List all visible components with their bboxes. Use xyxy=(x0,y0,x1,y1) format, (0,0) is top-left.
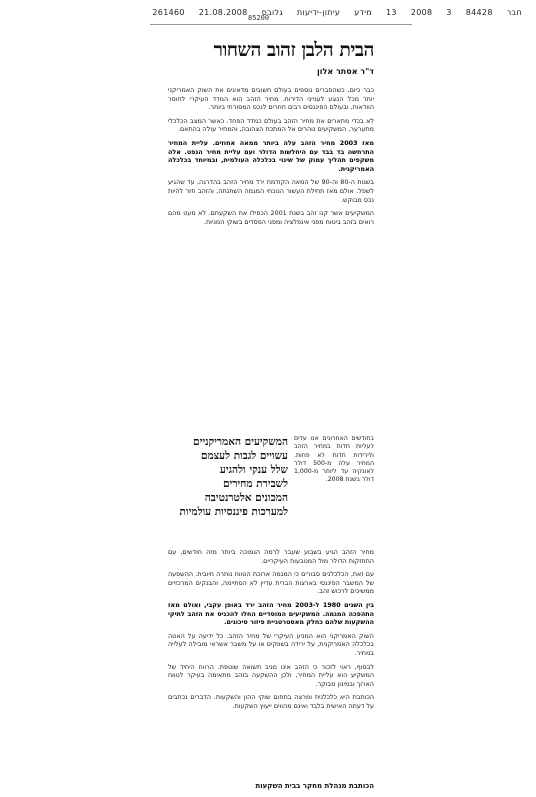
pull-quote-line: לשבירת מחירים xyxy=(222,478,288,490)
header-field: 84428 xyxy=(465,7,493,17)
article-paragraph: בשנות ה-80 וה-90 של המאה הקודמת ירד מחיר הזהב בהדרגה, עד שהגיע לשפל. אולם מאז תחילת העשור הנוכחי המגמה השתנתה, והזהב חזר להיות נכס מבוקש. xyxy=(168,178,374,204)
header-divider xyxy=(150,24,412,25)
article-paragraph: לבסוף, ראוי לזכור כי הזהב אינו מניב תשואה שוטפת. הרווח היחיד של המשקיע הוא עליית המחיר, ולכן ההשקעה בזהב מתאימה בעיקר לטווח הארוך ובמינון מבוקר. xyxy=(168,662,374,688)
byline: ד"ר אסתר אלון xyxy=(317,67,374,76)
pull-quote-line: עשויים לגבות לעצמם xyxy=(200,450,288,462)
article-paragraph: בין השנים 1980 ל-2003 מחיר הזהב ירד באופן עקבי, ואולם מאז התהפכה המגמה. המשקיעים המוסדיים החלו להכניס את הזהב לתיקי ההשקעות שלהם כחלק מאסטרטגיית פיזור סיכונים. xyxy=(168,600,375,627)
pull-quote-area xyxy=(168,435,374,545)
article-paragraph: מחיר הזהב הגיע בשבוע שעבר לרמה הנמוכה ביותר מזה חודשים, עם התחזקות הדולר מול המטבעות העיקריים. xyxy=(168,548,374,565)
header-field: 3 xyxy=(446,7,452,17)
pull-quote-line: שלל ענקי ולהגיע xyxy=(219,464,288,476)
article-body-top xyxy=(168,86,374,231)
side-column xyxy=(294,435,374,490)
header-field: 21.08.2008 xyxy=(198,7,248,17)
headline: הבית הלבן זהוב השחור xyxy=(213,39,374,61)
header-field: 261460 xyxy=(152,7,185,17)
author-credit: הכותבת מנהלת מחקר בבית השקעות xyxy=(255,782,374,790)
header-field: 2008 xyxy=(410,7,433,17)
side-paragraph: בחודשים האחרונים אנו עדים לעליות חדות במחיר הזהב ולירידות חדות לא פחות. המחיר עלה מ-500 דולר לאונקיה עד ליותר מ-1,000 דולר בשנת 2008. xyxy=(294,435,375,484)
header-field: 13 xyxy=(386,7,397,17)
header-field: גלובס xyxy=(261,7,283,17)
article-paragraph: כבר כיום, כשהסברים נוספים בעולם חשובים מדאיגים את השוק האמריקני יותר מכל הנוגע לענייני הדירות. מחיר הזהב הוא המדד העיקרי לחוסר הוודאות, ובעולם הפיננסים רבים חוזרים לנכס המסורתי ביותר. xyxy=(168,86,374,112)
article xyxy=(168,30,374,790)
article-paragraph: השוק האמריקני הוא המניע העיקרי של מחיר הזהב. כל ידיעה על האטה בכלכלה האמריקנית, על ירידה בשווקים או על משבר אשראי מובילה לעלייה במחיר. xyxy=(168,631,374,657)
pull-quote-line: המשקיעים האמריקניים xyxy=(193,436,288,448)
pull-quote-line: המכונים אלטרנטיבה xyxy=(204,492,288,504)
article-paragraph: המשקיעים אשר קנו זהב בשנת 2001 הכפילו את השקעתם. לא מעט מהם רואים בזהב ביטוח מפני אינפלציה ומפני הפסדים בשוקי המניות. xyxy=(168,209,374,226)
clipping-code: 85200 xyxy=(248,14,270,22)
pull-quote-line: למערכות פיננסיות עולמיות xyxy=(179,506,288,518)
article-body-bottom xyxy=(168,548,374,716)
header-field: מידע xyxy=(354,7,373,17)
article-paragraph: הכותבת היא כלכלנית ומרצה בתחום שוקי ההון והשקעות. הדברים נכתבים על דעתה האישית בלבד ואינם מהווים ייעוץ השקעות. xyxy=(168,693,374,710)
article-paragraph: לא בכדי מתארים את מחיר הזהב בעולם כמדד הפחד. כאשר המצב הכלכלי מתערער, המשקיעים נוהרים אל המתכת הצהובה, והמחיר עולה בהתאם. xyxy=(168,116,374,134)
article-paragraph: עם זאת, הכלכלנים סבורים כי המגמה ארוכת הטווח נותרה חיובית. ההשפעה של המשבר הפיננסי בארצות הברית עדיין לא הסתיימה, והבנקים המרכזיים ממשיכים לרכוש זהב. xyxy=(168,570,374,596)
header-field: עיתון-ידיעות xyxy=(296,7,341,17)
pull-quote xyxy=(168,435,288,519)
header-field: חבר xyxy=(506,7,522,17)
article-paragraph: מאז 2003 מחיר הזהב עלה ביותר ממאה אחוזים. עליית המחיר התרחשה בד בבד עם היחלשות הדולר ועם עליית מחיר הנפט. אלה משקפים תהליך עמוק של שינוי בכלכלה העולמית, ובמיוחד בכלכלה האמריקנית. xyxy=(168,138,375,173)
